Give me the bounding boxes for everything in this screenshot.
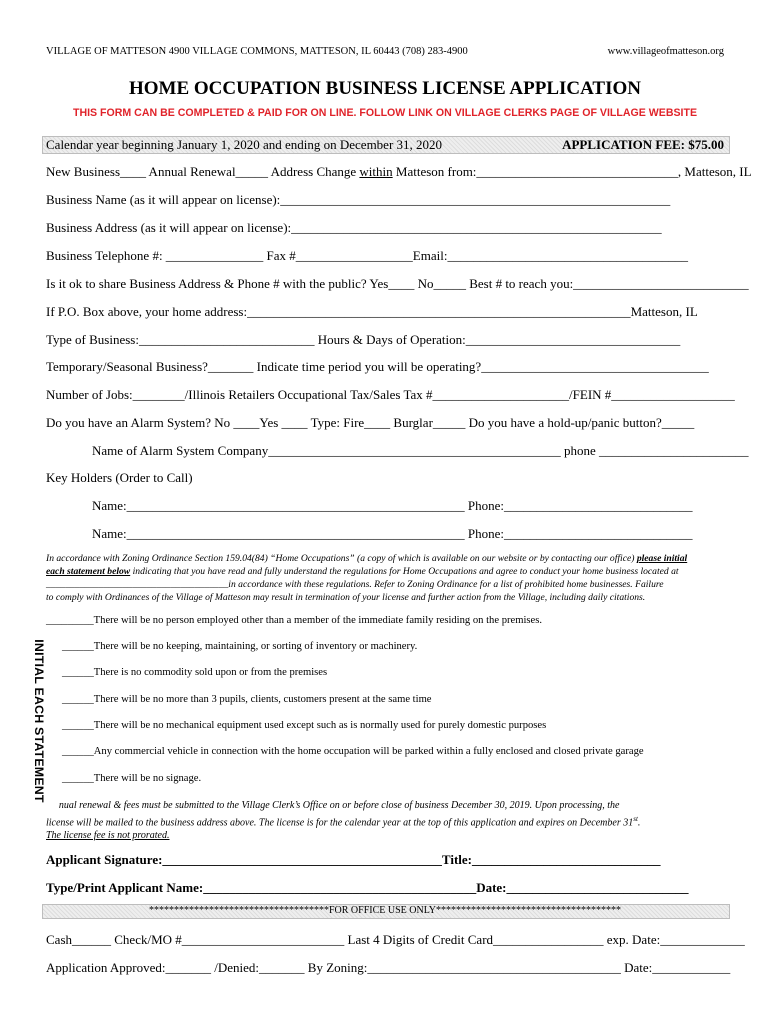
renewal-paragraph (46, 799, 730, 843)
statement-inventory[interactable]: ______There will be no keeping, maintaining, or sorting of inventory or machinery. (62, 641, 418, 652)
payment-field[interactable]: Cash______ Check/MO #_________________________ Last 4 Digits of Credit Card_________________ exp. Date:_____________ (46, 932, 745, 947)
renewal-text-1: nual renewal & fees must be submitted to the Village Clerk’s Office on or before close of business December 30, 2019. Upon processing, the (58, 800, 620, 811)
approval-field[interactable]: Application Approved:_______ /Denied:_______ By Zoning:_______________________________________ Date:____________ (46, 960, 731, 975)
village-website: www.villageofmatteson.org (607, 46, 724, 57)
statement-equipment[interactable]: ______There will be no mechanical equipment used except such as is normally used for purely domestic purposes (62, 720, 547, 731)
business-name-field[interactable]: Business Name (as it will appear on license):____________________________________________________________ (46, 192, 671, 207)
application-fee: APPLICATION FEE: $75.00 (562, 137, 724, 152)
renewal-sup: st (633, 814, 638, 823)
within-underlined: within (359, 164, 393, 179)
alarm-system-field[interactable]: Do you have an Alarm System? No ____Yes ____ Type: Fire____ Burglar_____ Do you have a hold-up/panic button?_____ (46, 415, 695, 430)
statement-employees[interactable]: _________There will be no person employed other than a member of the immediate family residing on the premises. (46, 615, 543, 626)
jobs-tax-fein-field[interactable]: Number of Jobs:________/Illinois Retailers Occupational Tax/Sales Tax #_____________________/FEIN #___________________ (46, 387, 735, 402)
online-notice: THIS FORM CAN BE COMPLETED & PAID FOR ON LINE. FOLLOW LINK ON VILLAGE CLERKS PAGE OF VILLAGE WEBSITE (72, 107, 698, 119)
zoning-text-4: to comply with Ordinances of the Village of Matteson may result in termination of your license and further action from the Village, including daily citations. (46, 592, 646, 603)
zoning-text-3: ______________________________________in accordance with these regulations. Refer to Zoning Ordinance for a list of prohibited home businesses. Failure (46, 579, 664, 590)
each-statement-text: each statement below (46, 566, 131, 577)
please-initial-text: please initial (636, 553, 688, 564)
business-type-hours-field[interactable]: Type of Business:___________________________ Hours & Days of Operation:_________________________________ (46, 332, 681, 347)
business-type-label-a: New Business____ Annual Renewal_____ Address Change (46, 164, 360, 179)
zoning-text-2: indicating that you have read and fully understand the regulations for Home Occupations and agree to conduct your home business located at (130, 566, 679, 577)
key-holder-1-field[interactable]: Name:____________________________________________________ Phone:_____________________________ (92, 498, 693, 513)
zoning-text-1: In accordance with Zoning Ordinance Section 159.04(84) “Home Occupations” (a copy of which is available on our website or by contacting our office) (46, 553, 637, 564)
renewal-text-2b: . (637, 816, 641, 828)
statement-pupils[interactable]: ______There will be no more than 3 pupils, clients, customers present at the same time (62, 694, 432, 705)
business-address-field[interactable]: Business Address (as it will appear on license):_________________________________________________________ (46, 220, 662, 235)
applicant-name-field[interactable]: Type/Print Applicant Name:__________________________________________Date:____________________________ (46, 880, 689, 895)
statement-signage[interactable]: ______There will be no signage. (62, 773, 202, 784)
statement-vehicle[interactable]: ______Any commercial vehicle in connection with the home occupation will be parked within a fully enclosed and closed private garage (62, 746, 644, 757)
statement-commodity[interactable]: ______There is no commodity sold upon or from the premises (62, 667, 328, 678)
key-holders-heading: Key Holders (Order to Call) (46, 470, 193, 485)
initial-each-statement-label: INITIAL EACH STATEMENT (32, 639, 46, 803)
renewal-not-prorated: The license fee is not prorated. (46, 830, 170, 842)
zoning-paragraph (46, 552, 730, 604)
calendar-year-text: Calendar year beginning January 1, 2020 and ending on December 31, 2020 (46, 137, 443, 152)
village-address: VILLAGE OF MATTESON 4900 VILLAGE COMMONS, MATTESON, IL 60443 (708) 283-4900 (46, 46, 468, 57)
form-title: HOME OCCUPATION BUSINESS LICENSE APPLICATION (128, 78, 642, 99)
business-type-label-b: Matteson from:_______________________________, Matteson, IL (392, 164, 752, 179)
business-type-line[interactable] (46, 164, 752, 180)
alarm-company-field[interactable]: Name of Alarm System Company_____________________________________________ phone _______________________ (92, 443, 749, 458)
key-holder-2-field[interactable]: Name:____________________________________________________ Phone:_____________________________ (92, 526, 693, 541)
renewal-text-2: license will be mailed to the business address above. The license is for the calendar year at the top of this application and expires on December 31 (46, 816, 634, 828)
home-address-field[interactable]: If P.O. Box above, your home address:___________________________________________________________Matteson, IL (46, 304, 698, 319)
applicant-signature-field[interactable]: Applicant Signature:___________________________________________Title:_____________________________ (46, 852, 661, 867)
telephone-fax-email-field[interactable]: Business Telephone #: _______________ Fax #__________________Email:_____________________________________ (46, 248, 688, 263)
share-info-field[interactable]: Is it ok to share Business Address & Phone # with the public? Yes____ No_____ Best # to reach you:___________________________ (46, 276, 749, 291)
seasonal-business-field[interactable]: Temporary/Seasonal Business?_______ Indicate time period you will be operating?___________________________________ (46, 359, 709, 374)
office-use-banner: ************************************FOR OFFICE USE ONLY************************************* (148, 905, 622, 916)
